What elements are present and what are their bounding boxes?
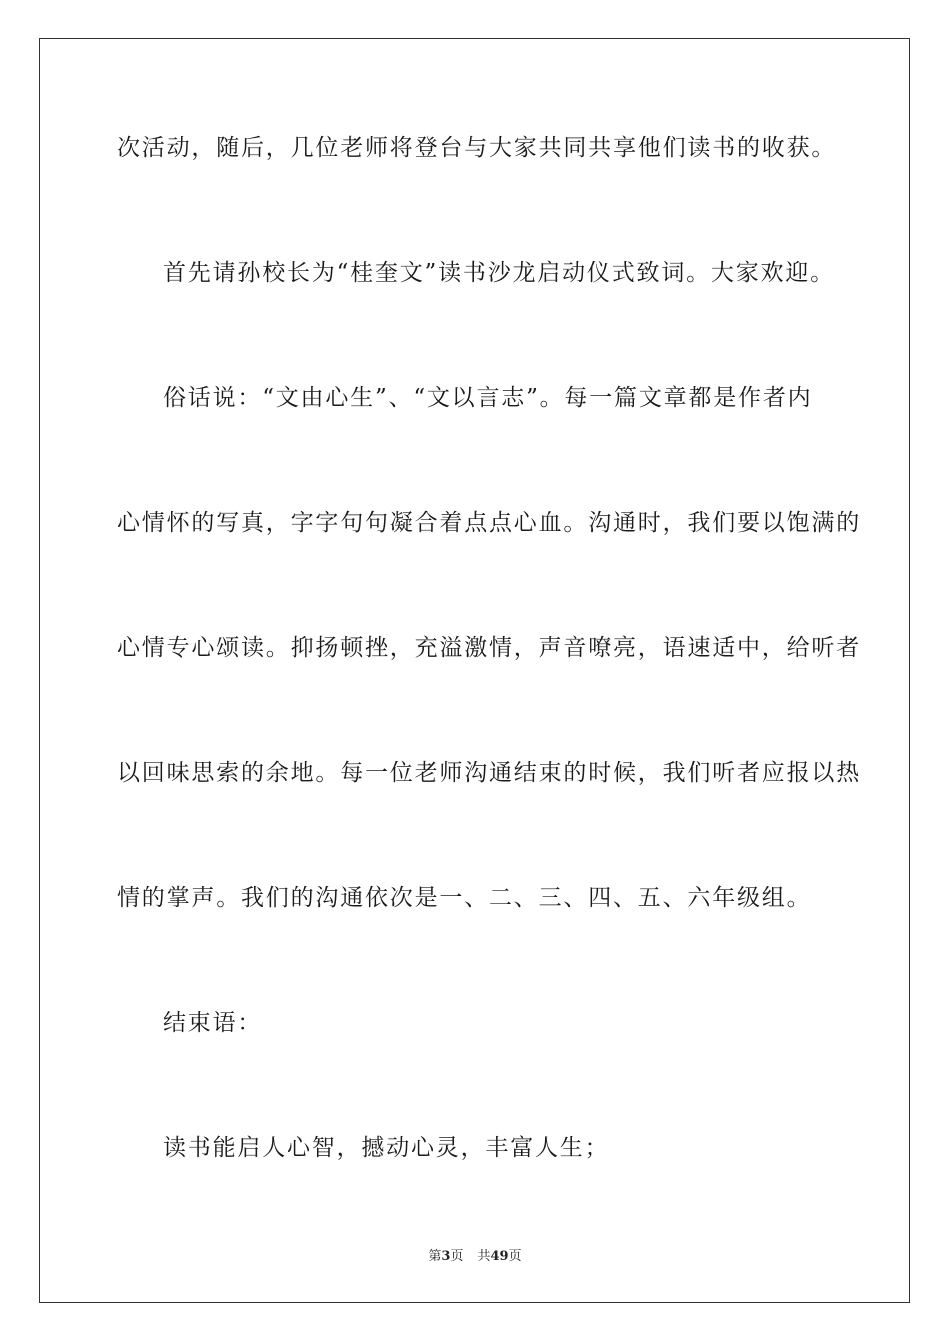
page-footer (0, 1248, 950, 1266)
body-line-9: 读书能启人心智，撼动心灵，丰富人生； (163, 1135, 610, 1161)
total-prefix: 共 (477, 1249, 491, 1264)
total-suffix: 页 (508, 1249, 522, 1264)
closing-heading: 结束语： (163, 1010, 263, 1036)
page-suffix: 页 (450, 1249, 464, 1264)
body-line-2: 首先请孙校长为“桂奎文”读书沙龙启动仪式致词。大家欢迎。 (163, 260, 835, 286)
body-line-1: 次活动，随后，几位老师将登台与大家共同共享他们读书的收获。 (117, 135, 837, 161)
body-line-6: 以回味思索的余地。每一位老师沟通结束的时候，我们听者应报以热 (117, 760, 861, 786)
body-line-5: 心情专心颂读。抑扬顿挫，充溢激情，声音嘹亮，语速适中，给听者 (117, 635, 861, 661)
page-number: 3 (441, 1249, 451, 1264)
page-border (39, 38, 910, 1303)
body-line-7: 情的掌声。我们的沟通依次是一、二、三、四、五、六年级组。 (117, 885, 812, 911)
body-line-4: 心情怀的写真，字字句句凝合着点点心血。沟通时，我们要以饱满的 (117, 510, 861, 536)
total-pages: 49 (490, 1249, 509, 1264)
body-line-3: 俗话说：“文由心生”、“文以言志”。每一篇文章都是作者内 (163, 385, 813, 411)
page-prefix: 第 (428, 1249, 442, 1264)
